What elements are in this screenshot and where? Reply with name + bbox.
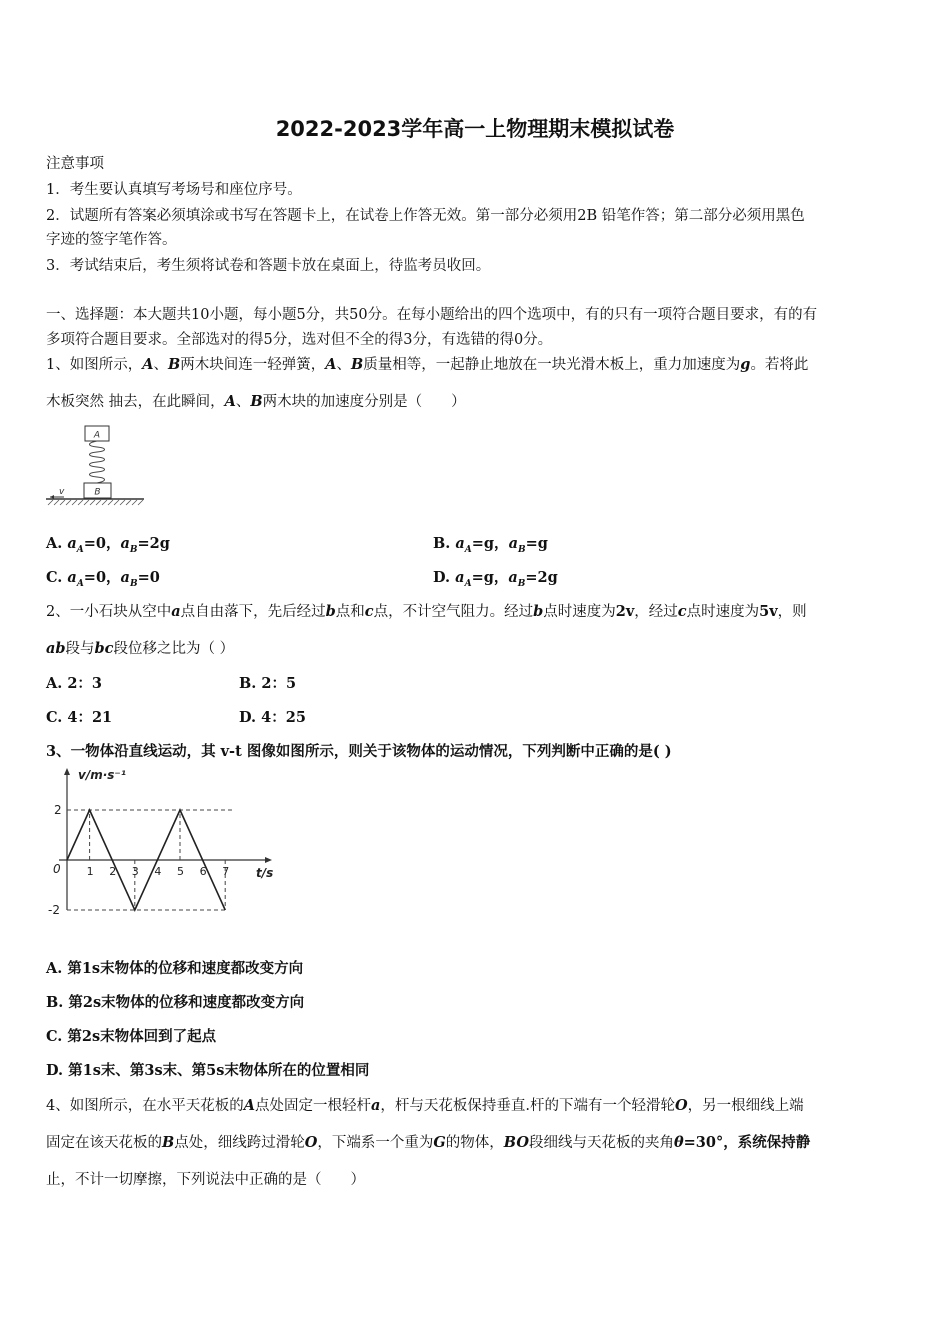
q1-var-a2: A [325,356,337,373]
q1-sep2: 、 [336,357,352,373]
x-axis-label: t/s [256,866,274,880]
q1-var-a3: A [224,393,236,410]
q1-var-b3: B [250,393,263,410]
q4-stem-line1: 4、如图所示，在水平天花板的A点处固定一根轻杆a，杆与天花板保持垂直.杆的下端有一个轻滑轮O，另一根细线上端 [46,1097,804,1114]
x-tick-3: 3 [131,865,139,878]
x-axis-arrowhead [265,857,272,863]
q1-sep3: 、 [235,394,251,410]
q1-text3: 。若将此 [750,357,809,373]
q2-stem-line1: 2、一小石块从空中a点自由落下，先后经过b点和c点，不计空气阻力。经过b点时速度为2v，经过c点时速度为5v，则 [46,603,807,620]
spring [90,441,105,483]
q1-text2: 质量相等，一起静止地放在一块光滑木板上，重力加速度为 [363,357,741,373]
q3-option-d: D. 第1s末、第3s末、第5s末物体所在的位置相同 [46,1062,370,1079]
x-tick-6: 6 [199,865,207,878]
q1-option-a: A. $a_A=0$，$a_B=2g$ [46,535,170,555]
q1-var-b2: B [351,356,364,373]
q1-line2b: 两木块的加速度分别是（ ） [262,394,466,410]
q1-figure-spring-blocks [44,422,148,514]
q3-option-c: C. 第2s末物体回到了起点 [46,1028,217,1045]
y-tick-neg2: -2 [48,903,60,917]
board-hatching [48,500,143,505]
q1-stem-line1 [46,353,808,374]
section1-line1: 一、选择题：本大题共10小题，每小题5分，共50分。在每小题给出的四个选项中，有的只有一项符合题目要求，有的有 [46,307,818,323]
block-b-label: B [94,487,101,498]
q1-option-d: D. $a_A=g$，$a_B=2g$ [433,569,558,589]
notice-heading: 注意事项 [46,156,104,172]
notice-item-2b: 字迹的签字笔作答。 [46,232,177,248]
section1-line2: 多项符合题目要求。全部选对的得5分，选对但不全的得3分，有选错的得0分。 [46,332,553,348]
q2-option-d: D. 4：25 [239,709,306,726]
q2-option-c: C. 4：21 [46,709,113,726]
q1-num: 1、如图所示， [46,357,143,373]
q2-stem-line2: ab段与bc段位移之比为（ ） [46,640,235,657]
q1-stem-line2 [46,390,466,411]
q1-option-c: C. $a_A=0$，$a_B=0$ [46,569,160,589]
q3-option-a: A. 第1s末物体的位移和速度都改变方向 [46,960,304,977]
x-tick-5: 5 [177,865,184,878]
y-axis-arrowhead [64,768,70,775]
notice-item-1: 1．考生要认真填写考场号和座位序号。 [46,182,302,198]
block-a-label: A [93,430,101,441]
x-tick-4: 4 [154,865,162,878]
q3-vt-graph [44,765,280,925]
q1-line2a: 木板突然 抽去，在此瞬间， [46,394,225,410]
q2-option-a: A. 2：3 [46,675,103,692]
q1-var-g: g [740,356,751,373]
notice-item-2a: 2．试题所有答案必须填涂或书写在答题卡上，在试卷上作答无效。第一部分必须用2B 铅笔作答；第二部分必须用黑色 [46,208,805,224]
q1-var-a: A [142,356,154,373]
x-tick-1: 1 [86,865,94,878]
q3-option-b: B. 第2s末物体的位移和速度都改变方向 [46,994,305,1011]
q4-stem-line2: 固定在该天花板的B点处，细线跨过滑轮O，下端系一个重为G的物体，BO段细线与天花板的夹角θ=30°，系统保持静 [46,1134,811,1151]
q1-text1: 两木块间连一轻弹簧， [180,357,326,373]
velocity-label: v [59,487,65,497]
x-tick-7: 7 [222,865,230,878]
y-tick-2: 2 [54,803,62,817]
q4-stem-line3: 止，不计一切摩擦，下列说法中正确的是（ ） [46,1172,365,1188]
x-tick-2: 2 [109,865,117,878]
page-title: 2022-2023学年高一上物理期末模拟试卷 [275,117,675,141]
notice-item-3: 3．考试结束后，考生须将试卷和答题卡放在桌面上，待监考员收回。 [46,258,491,274]
q1-var-b: B [168,356,181,373]
q2-option-b: B. 2：5 [239,675,297,692]
origin-label: 0 [53,862,61,876]
q1-option-b: B. $a_A=g$，$a_B=g$ [433,535,548,555]
q1-sep: 、 [153,357,168,373]
q3-stem: 3、一物体沿直线运动，其 v-t 图像如图所示，则关于该物体的运动情况，下列判断中正确的是( ) [46,743,672,760]
y-axis-label: v/m·s⁻¹ [78,768,126,782]
